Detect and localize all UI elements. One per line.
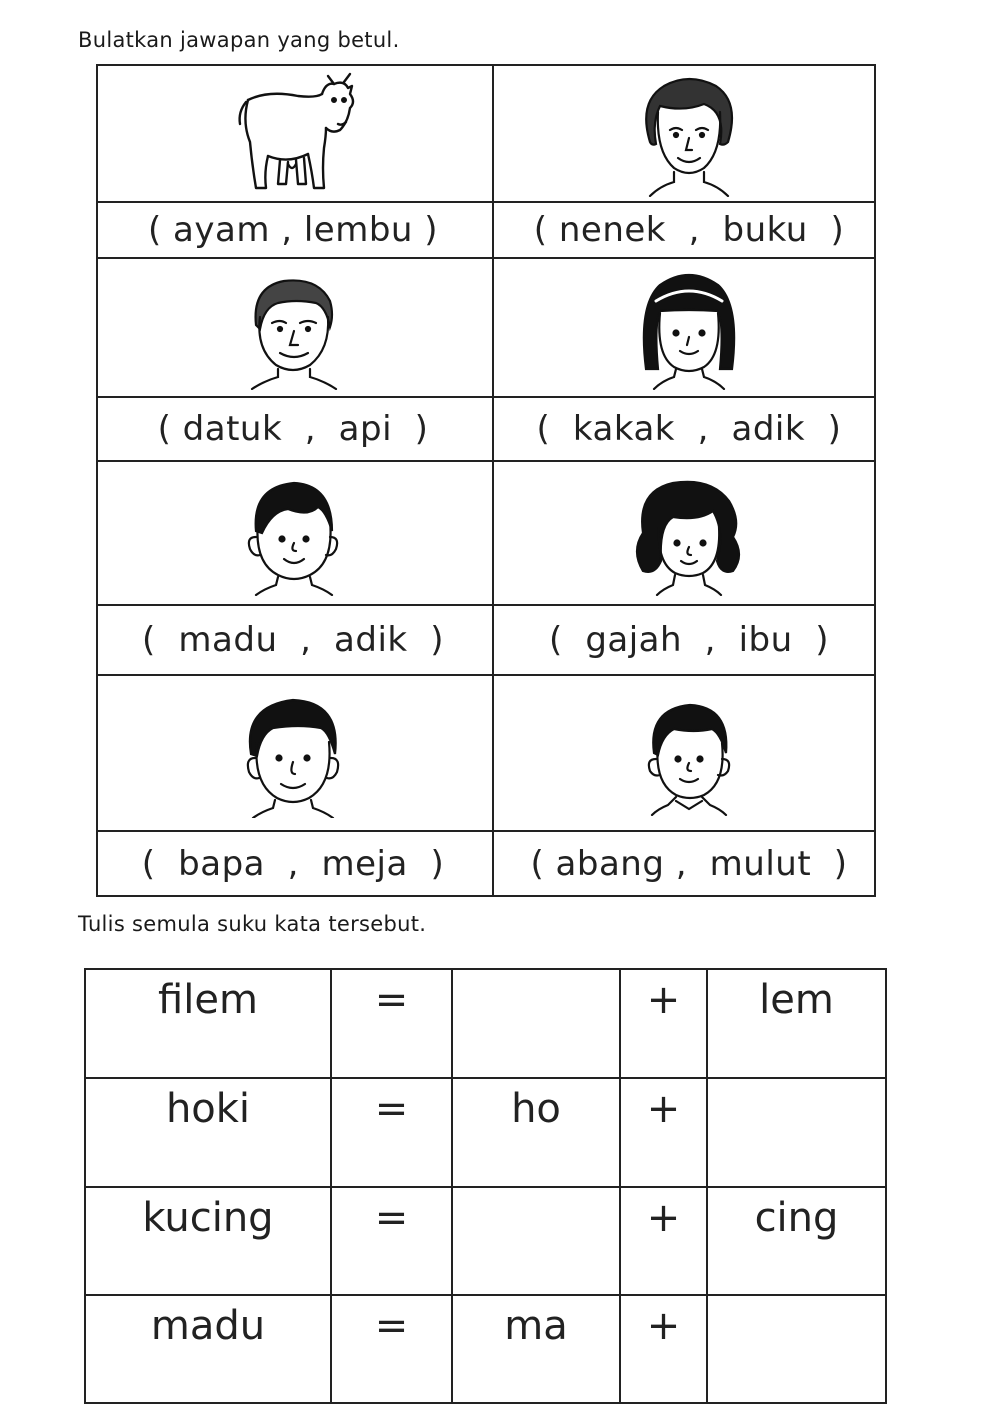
- second-syllable: cing: [754, 1195, 839, 1241]
- table-row: [86, 1188, 330, 1248]
- cow-icon: [98, 68, 488, 201]
- second-syllable-input[interactable]: [708, 1296, 885, 1356]
- first-syllable-input[interactable]: [453, 1079, 619, 1139]
- table-row: [86, 970, 330, 1030]
- brother-icon: [494, 676, 884, 830]
- word-cell: madu: [150, 1303, 266, 1349]
- option-cell[interactable]: [98, 832, 488, 895]
- table-row: [332, 970, 451, 1030]
- table-row: [86, 1296, 330, 1356]
- syllable-table: [84, 968, 887, 1404]
- answer-options[interactable]: ( nenek , buku ): [533, 210, 845, 250]
- option-cell[interactable]: [98, 606, 488, 674]
- second-syllable-input[interactable]: [708, 970, 885, 1030]
- first-syllable-input[interactable]: [453, 1188, 619, 1248]
- plus-sign: +: [646, 1303, 681, 1349]
- father-icon: [98, 676, 488, 830]
- table-row: [332, 1296, 451, 1356]
- option-cell[interactable]: [494, 832, 884, 895]
- first-syllable: ma: [504, 1303, 568, 1349]
- answer-options[interactable]: ( kakak , adik ): [536, 409, 842, 449]
- option-cell[interactable]: [98, 398, 488, 460]
- table-row: [332, 1079, 451, 1139]
- plus-sign: +: [646, 1086, 681, 1132]
- equals-sign: =: [374, 977, 409, 1023]
- table-row: [621, 1188, 706, 1248]
- option-cell[interactable]: [98, 203, 488, 257]
- equals-sign: =: [374, 1195, 409, 1241]
- table-row: [621, 1296, 706, 1356]
- second-syllable-input[interactable]: [708, 1079, 885, 1139]
- first-syllable-input[interactable]: [453, 970, 619, 1030]
- second-syllable: lem: [759, 977, 834, 1023]
- plus-sign: +: [646, 1195, 681, 1241]
- answer-options[interactable]: ( bapa , meja ): [141, 843, 445, 884]
- second-syllable-input[interactable]: [708, 1188, 885, 1248]
- girl-icon: [494, 259, 884, 396]
- equals-sign: =: [374, 1086, 409, 1132]
- answer-options[interactable]: ( abang , mulut ): [530, 843, 848, 884]
- option-cell[interactable]: [494, 398, 884, 460]
- table-row: [332, 1188, 451, 1248]
- answer-options[interactable]: ( gajah , ibu ): [548, 620, 830, 660]
- plus-sign: +: [646, 977, 681, 1023]
- word-cell: hoki: [165, 1086, 251, 1132]
- table-row: [86, 1079, 330, 1139]
- answer-options[interactable]: ( ayam , lembu ): [147, 210, 439, 250]
- mother-icon: [494, 462, 884, 604]
- first-syllable-input[interactable]: [453, 1296, 619, 1356]
- word-cell: filem: [158, 977, 258, 1023]
- table-row: [621, 970, 706, 1030]
- first-syllable: ho: [511, 1086, 561, 1132]
- word-cell: kucing: [142, 1195, 274, 1241]
- equals-sign: =: [374, 1303, 409, 1349]
- option-cell[interactable]: [494, 606, 884, 674]
- table-row: [621, 1079, 706, 1139]
- answer-options[interactable]: ( datuk , api ): [157, 409, 429, 449]
- instruction-circle: Bulatkan jawapan yang betul.: [78, 28, 400, 52]
- answer-options[interactable]: ( madu , adik ): [142, 620, 444, 660]
- option-cell[interactable]: [494, 203, 884, 257]
- boy-icon: [98, 462, 488, 604]
- instruction-rewrite: Tulis semula suku kata tersebut.: [78, 912, 427, 936]
- picture-grid: [96, 64, 876, 897]
- grandmother-icon: [494, 68, 884, 201]
- grandfather-icon: [98, 259, 488, 396]
